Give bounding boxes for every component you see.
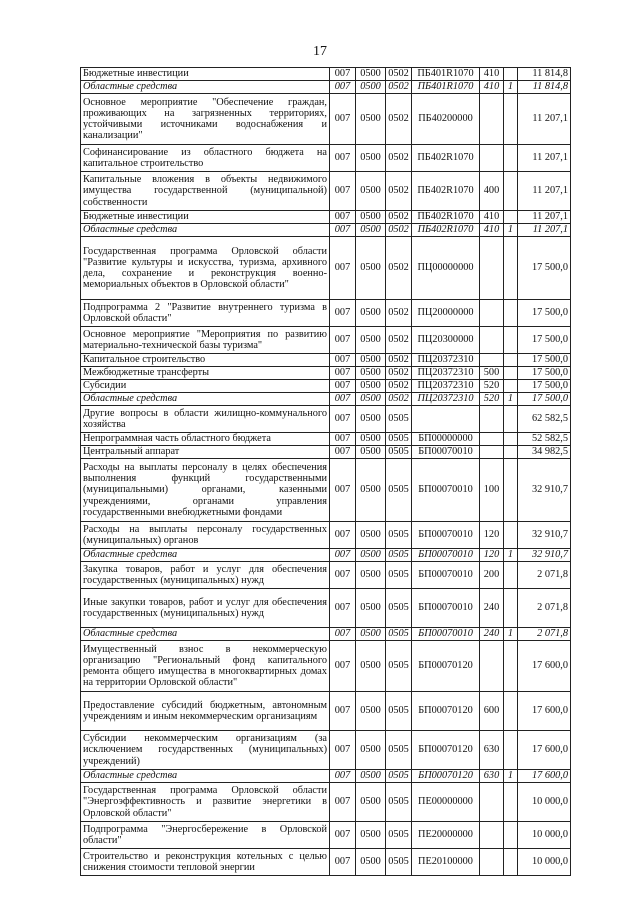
cell-source: 1: [504, 628, 518, 641]
table-row: [81, 770, 571, 783]
table-row: [81, 459, 571, 522]
row-name: Областные средства: [81, 393, 330, 406]
cell-amount: 17 500,0: [518, 380, 571, 393]
cell-rz: 0500: [356, 367, 386, 380]
row-name: Капитальные вложения в объекты недвижимого имущества государственной (муниципальной) собственности: [81, 172, 330, 211]
cell-gr: 007: [330, 641, 356, 692]
cell-vr: [480, 849, 504, 876]
row-name: Центральный аппарат: [81, 446, 330, 459]
cell-pr: 0502: [386, 211, 412, 224]
table-row: [81, 211, 571, 224]
cell-source: [504, 459, 518, 522]
row-name: Расходы на выплаты персоналу государственных (муниципальных) органов: [81, 522, 330, 549]
cell-amount: 11 207,1: [518, 172, 571, 211]
cell-csr: ПБ40200000: [412, 94, 480, 145]
cell-source: [504, 822, 518, 849]
cell-pr: 0502: [386, 81, 412, 94]
cell-pr: 0505: [386, 549, 412, 562]
cell-csr: БП00070010: [412, 628, 480, 641]
cell-vr: [480, 641, 504, 692]
row-name: Основное мероприятие "Мероприятия по развитию материально-технической базы туризма": [81, 327, 330, 354]
cell-source: [504, 327, 518, 354]
cell-csr: ПБ402R1070: [412, 211, 480, 224]
row-name: Областные средства: [81, 770, 330, 783]
cell-gr: 007: [330, 446, 356, 459]
cell-rz: 0500: [356, 237, 386, 300]
cell-csr: БП00070120: [412, 770, 480, 783]
cell-vr: [480, 446, 504, 459]
row-name: Государственная программа Орловской области "Энергоэффективность и развитие энергетики в Орловской области": [81, 783, 330, 822]
budget-table: [80, 67, 571, 876]
cell-csr: БП00070120: [412, 641, 480, 692]
cell-amount: 17 500,0: [518, 354, 571, 367]
cell-source: [504, 589, 518, 628]
table-row: [81, 237, 571, 300]
cell-source: 1: [504, 770, 518, 783]
cell-amount: 10 000,0: [518, 822, 571, 849]
table-row: [81, 172, 571, 211]
cell-pr: 0505: [386, 589, 412, 628]
cell-source: [504, 68, 518, 81]
table-row: [81, 224, 571, 237]
cell-gr: 007: [330, 849, 356, 876]
cell-amount: 2 071,8: [518, 589, 571, 628]
cell-amount: 10 000,0: [518, 783, 571, 822]
page-number: 17: [313, 44, 327, 59]
cell-vr: 630: [480, 731, 504, 770]
cell-csr: ПЦ20000000: [412, 300, 480, 327]
cell-pr: 0502: [386, 354, 412, 367]
cell-rz: 0500: [356, 849, 386, 876]
cell-gr: 007: [330, 692, 356, 731]
cell-vr: 100: [480, 459, 504, 522]
cell-csr: БП00070120: [412, 731, 480, 770]
cell-csr: БП00070010: [412, 562, 480, 589]
cell-amount: 17 500,0: [518, 237, 571, 300]
cell-rz: 0500: [356, 433, 386, 446]
cell-source: [504, 145, 518, 172]
cell-rz: 0500: [356, 380, 386, 393]
cell-gr: 007: [330, 327, 356, 354]
cell-vr: 630: [480, 770, 504, 783]
cell-pr: 0502: [386, 94, 412, 145]
cell-rz: 0500: [356, 172, 386, 211]
cell-pr: 0502: [386, 172, 412, 211]
row-name: Областные средства: [81, 628, 330, 641]
cell-vr: [480, 237, 504, 300]
table-row: [81, 367, 571, 380]
row-name: Строительство и реконструкция котельных с целью снижения стоимости тепловой энергии: [81, 849, 330, 876]
cell-pr: 0502: [386, 237, 412, 300]
cell-amount: 32 910,7: [518, 522, 571, 549]
cell-rz: 0500: [356, 731, 386, 770]
table-row: [81, 692, 571, 731]
cell-rz: 0500: [356, 641, 386, 692]
cell-gr: 007: [330, 406, 356, 433]
cell-pr: 0505: [386, 433, 412, 446]
cell-amount: 17 500,0: [518, 327, 571, 354]
cell-gr: 007: [330, 172, 356, 211]
cell-gr: 007: [330, 459, 356, 522]
cell-rz: 0500: [356, 393, 386, 406]
cell-rz: 0500: [356, 589, 386, 628]
table-row: [81, 731, 571, 770]
cell-vr: [480, 354, 504, 367]
cell-csr: ПЦ20300000: [412, 327, 480, 354]
row-name: Предоставление субсидий бюджетным, автономным учреждениям и иным некоммерческим организациям: [81, 692, 330, 731]
cell-source: [504, 692, 518, 731]
cell-vr: 200: [480, 562, 504, 589]
cell-source: [504, 211, 518, 224]
table-row: [81, 81, 571, 94]
cell-vr: 520: [480, 393, 504, 406]
cell-gr: 007: [330, 562, 356, 589]
cell-csr: БП00070010: [412, 522, 480, 549]
cell-gr: 007: [330, 770, 356, 783]
cell-vr: 520: [480, 380, 504, 393]
row-name: Государственная программа Орловской области "Развитие культуры и искусства, туризма, архивного дела, сохранение и реконструкция военно-мемориальных объектов в Орловской области": [81, 237, 330, 300]
cell-source: 1: [504, 224, 518, 237]
cell-vr: 240: [480, 589, 504, 628]
cell-source: [504, 367, 518, 380]
cell-rz: 0500: [356, 406, 386, 433]
cell-rz: 0500: [356, 822, 386, 849]
cell-csr: ПБ401R1070: [412, 81, 480, 94]
cell-rz: 0500: [356, 81, 386, 94]
cell-pr: 0505: [386, 849, 412, 876]
table-row: [81, 589, 571, 628]
cell-vr: [480, 433, 504, 446]
row-name: Другие вопросы в области жилищно-коммунального хозяйства: [81, 406, 330, 433]
cell-vr: 410: [480, 224, 504, 237]
table-row: [81, 406, 571, 433]
row-name: Иные закупки товаров, работ и услуг для обеспечения государственных (муниципальных) нужд: [81, 589, 330, 628]
row-name: Расходы на выплаты персоналу в целях обеспечения выполнения функций государственными (муниципальными) органами, казенными учреждениями, органами управления государственными внебюджетными фондами: [81, 459, 330, 522]
cell-vr: [480, 822, 504, 849]
cell-vr: 120: [480, 549, 504, 562]
cell-amount: 17 500,0: [518, 367, 571, 380]
cell-amount: 52 582,5: [518, 433, 571, 446]
cell-csr: ПЦ20372310: [412, 393, 480, 406]
cell-source: 1: [504, 393, 518, 406]
table-row: [81, 562, 571, 589]
table-row: [81, 641, 571, 692]
cell-gr: 007: [330, 522, 356, 549]
row-name: Основное мероприятие "Обеспечение граждан, проживающих на загрязненных территориях, устойчивыми источниками водоснабжения и канализации": [81, 94, 330, 145]
row-name: Бюджетные инвестиции: [81, 68, 330, 81]
row-name: Закупка товаров, работ и услуг для обеспечения государственных (муниципальных) нужд: [81, 562, 330, 589]
cell-csr: [412, 406, 480, 433]
cell-rz: 0500: [356, 692, 386, 731]
table-row: [81, 849, 571, 876]
cell-rz: 0500: [356, 211, 386, 224]
cell-source: [504, 446, 518, 459]
cell-pr: 0505: [386, 406, 412, 433]
row-name: Областные средства: [81, 224, 330, 237]
cell-csr: ПЦ00000000: [412, 237, 480, 300]
cell-source: [504, 731, 518, 770]
cell-gr: 007: [330, 589, 356, 628]
cell-source: [504, 433, 518, 446]
cell-source: [504, 172, 518, 211]
row-name: Субсидии некоммерческим организациям (за исключением государственных (муниципальных) учреждений): [81, 731, 330, 770]
cell-gr: 007: [330, 731, 356, 770]
cell-amount: 2 071,8: [518, 628, 571, 641]
cell-pr: 0505: [386, 446, 412, 459]
cell-amount: 10 000,0: [518, 849, 571, 876]
cell-vr: 410: [480, 211, 504, 224]
cell-source: [504, 94, 518, 145]
cell-vr: 500: [480, 367, 504, 380]
cell-gr: 007: [330, 433, 356, 446]
row-name: Областные средства: [81, 549, 330, 562]
row-name: Подпрограмма "Энергосбережение в Орловской области": [81, 822, 330, 849]
table-row: [81, 68, 571, 81]
cell-amount: 17 600,0: [518, 731, 571, 770]
cell-vr: [480, 783, 504, 822]
cell-pr: 0505: [386, 770, 412, 783]
cell-pr: 0505: [386, 628, 412, 641]
cell-rz: 0500: [356, 770, 386, 783]
cell-csr: БП00070120: [412, 692, 480, 731]
cell-amount: 34 982,5: [518, 446, 571, 459]
cell-rz: 0500: [356, 327, 386, 354]
cell-csr: ПЦ20372310: [412, 380, 480, 393]
cell-gr: 007: [330, 81, 356, 94]
row-name: Имущественный взнос в некоммерческую организацию "Региональный фонд капитального ремонта общего имущества в многоквартирных домах на территории Орловской области": [81, 641, 330, 692]
cell-amount: 17 600,0: [518, 641, 571, 692]
cell-amount: 11 207,1: [518, 145, 571, 172]
cell-amount: 11 814,8: [518, 81, 571, 94]
cell-vr: [480, 327, 504, 354]
cell-gr: 007: [330, 300, 356, 327]
cell-vr: 410: [480, 68, 504, 81]
cell-rz: 0500: [356, 522, 386, 549]
cell-amount: 17 600,0: [518, 692, 571, 731]
cell-gr: 007: [330, 628, 356, 641]
table-row: [81, 327, 571, 354]
cell-gr: 007: [330, 237, 356, 300]
cell-gr: 007: [330, 393, 356, 406]
cell-amount: 32 910,7: [518, 459, 571, 522]
table-row: [81, 446, 571, 459]
cell-amount: 11 814,8: [518, 68, 571, 81]
cell-csr: БП00070010: [412, 589, 480, 628]
row-name: Межбюджетные трансферты: [81, 367, 330, 380]
row-name: Капитальное строительство: [81, 354, 330, 367]
cell-source: [504, 641, 518, 692]
cell-source: [504, 783, 518, 822]
row-name: Непрограммная часть областного бюджета: [81, 433, 330, 446]
table-row: [81, 145, 571, 172]
cell-vr: [480, 300, 504, 327]
cell-source: [504, 849, 518, 876]
table-row: [81, 549, 571, 562]
cell-csr: БП00070010: [412, 459, 480, 522]
table-row: [81, 300, 571, 327]
cell-vr: 120: [480, 522, 504, 549]
cell-amount: 62 582,5: [518, 406, 571, 433]
cell-pr: 0505: [386, 822, 412, 849]
cell-gr: 007: [330, 380, 356, 393]
row-name: Областные средства: [81, 81, 330, 94]
cell-rz: 0500: [356, 549, 386, 562]
cell-vr: [480, 406, 504, 433]
cell-source: [504, 406, 518, 433]
cell-gr: 007: [330, 354, 356, 367]
cell-source: [504, 562, 518, 589]
cell-amount: 11 207,1: [518, 224, 571, 237]
cell-pr: 0505: [386, 562, 412, 589]
cell-csr: ПЦ20372310: [412, 367, 480, 380]
cell-gr: 007: [330, 94, 356, 145]
cell-pr: 0502: [386, 393, 412, 406]
cell-rz: 0500: [356, 224, 386, 237]
row-name: Бюджетные инвестиции: [81, 211, 330, 224]
table-row: [81, 433, 571, 446]
cell-rz: 0500: [356, 145, 386, 172]
cell-gr: 007: [330, 783, 356, 822]
cell-rz: 0500: [356, 562, 386, 589]
cell-pr: 0505: [386, 641, 412, 692]
cell-csr: БП00070010: [412, 549, 480, 562]
cell-csr: ПЕ20100000: [412, 849, 480, 876]
cell-source: [504, 354, 518, 367]
cell-pr: 0502: [386, 68, 412, 81]
cell-pr: 0502: [386, 367, 412, 380]
cell-source: [504, 300, 518, 327]
table-row: [81, 393, 571, 406]
cell-vr: 410: [480, 81, 504, 94]
cell-source: [504, 237, 518, 300]
cell-pr: 0502: [386, 380, 412, 393]
cell-vr: 600: [480, 692, 504, 731]
table-row: [81, 380, 571, 393]
cell-csr: ПБ402R1070: [412, 145, 480, 172]
cell-pr: 0502: [386, 145, 412, 172]
row-name: Подпрограмма 2 "Развитие внутреннего туризма в Орловской области": [81, 300, 330, 327]
cell-gr: 007: [330, 822, 356, 849]
cell-rz: 0500: [356, 783, 386, 822]
table-row: [81, 94, 571, 145]
cell-pr: 0505: [386, 459, 412, 522]
cell-csr: БП00070010: [412, 446, 480, 459]
cell-csr: ПЕ20000000: [412, 822, 480, 849]
cell-rz: 0500: [356, 354, 386, 367]
table-row: [81, 822, 571, 849]
cell-pr: 0505: [386, 692, 412, 731]
cell-vr: 400: [480, 172, 504, 211]
cell-amount: 17 500,0: [518, 300, 571, 327]
cell-pr: 0505: [386, 783, 412, 822]
cell-amount: 17 600,0: [518, 770, 571, 783]
cell-source: [504, 522, 518, 549]
cell-source: 1: [504, 549, 518, 562]
cell-gr: 007: [330, 145, 356, 172]
cell-gr: 007: [330, 68, 356, 81]
cell-gr: 007: [330, 549, 356, 562]
cell-gr: 007: [330, 211, 356, 224]
cell-rz: 0500: [356, 446, 386, 459]
table-row: [81, 354, 571, 367]
table-row: [81, 783, 571, 822]
budget-table-body: [81, 68, 571, 876]
cell-csr: БП00000000: [412, 433, 480, 446]
row-name: Субсидии: [81, 380, 330, 393]
cell-csr: ПБ401R1070: [412, 68, 480, 81]
cell-rz: 0500: [356, 68, 386, 81]
cell-rz: 0500: [356, 300, 386, 327]
row-name: Софинансирование из областного бюджета на капитальное строительство: [81, 145, 330, 172]
table-row: [81, 522, 571, 549]
cell-pr: 0502: [386, 224, 412, 237]
cell-rz: 0500: [356, 628, 386, 641]
cell-rz: 0500: [356, 94, 386, 145]
cell-amount: 2 071,8: [518, 562, 571, 589]
cell-amount: 17 500,0: [518, 393, 571, 406]
cell-amount: 32 910,7: [518, 549, 571, 562]
table-row: [81, 628, 571, 641]
cell-csr: ПБ402R1070: [412, 224, 480, 237]
cell-pr: 0505: [386, 731, 412, 770]
cell-vr: [480, 94, 504, 145]
cell-csr: ПБ402R1070: [412, 172, 480, 211]
cell-rz: 0500: [356, 459, 386, 522]
cell-source: [504, 380, 518, 393]
cell-gr: 007: [330, 224, 356, 237]
cell-source: 1: [504, 81, 518, 94]
cell-amount: 11 207,1: [518, 94, 571, 145]
cell-amount: 11 207,1: [518, 211, 571, 224]
cell-pr: 0502: [386, 327, 412, 354]
cell-csr: ПЦ20372310: [412, 354, 480, 367]
cell-pr: 0505: [386, 522, 412, 549]
cell-csr: ПЕ00000000: [412, 783, 480, 822]
cell-gr: 007: [330, 367, 356, 380]
cell-vr: [480, 145, 504, 172]
cell-vr: 240: [480, 628, 504, 641]
cell-pr: 0502: [386, 300, 412, 327]
